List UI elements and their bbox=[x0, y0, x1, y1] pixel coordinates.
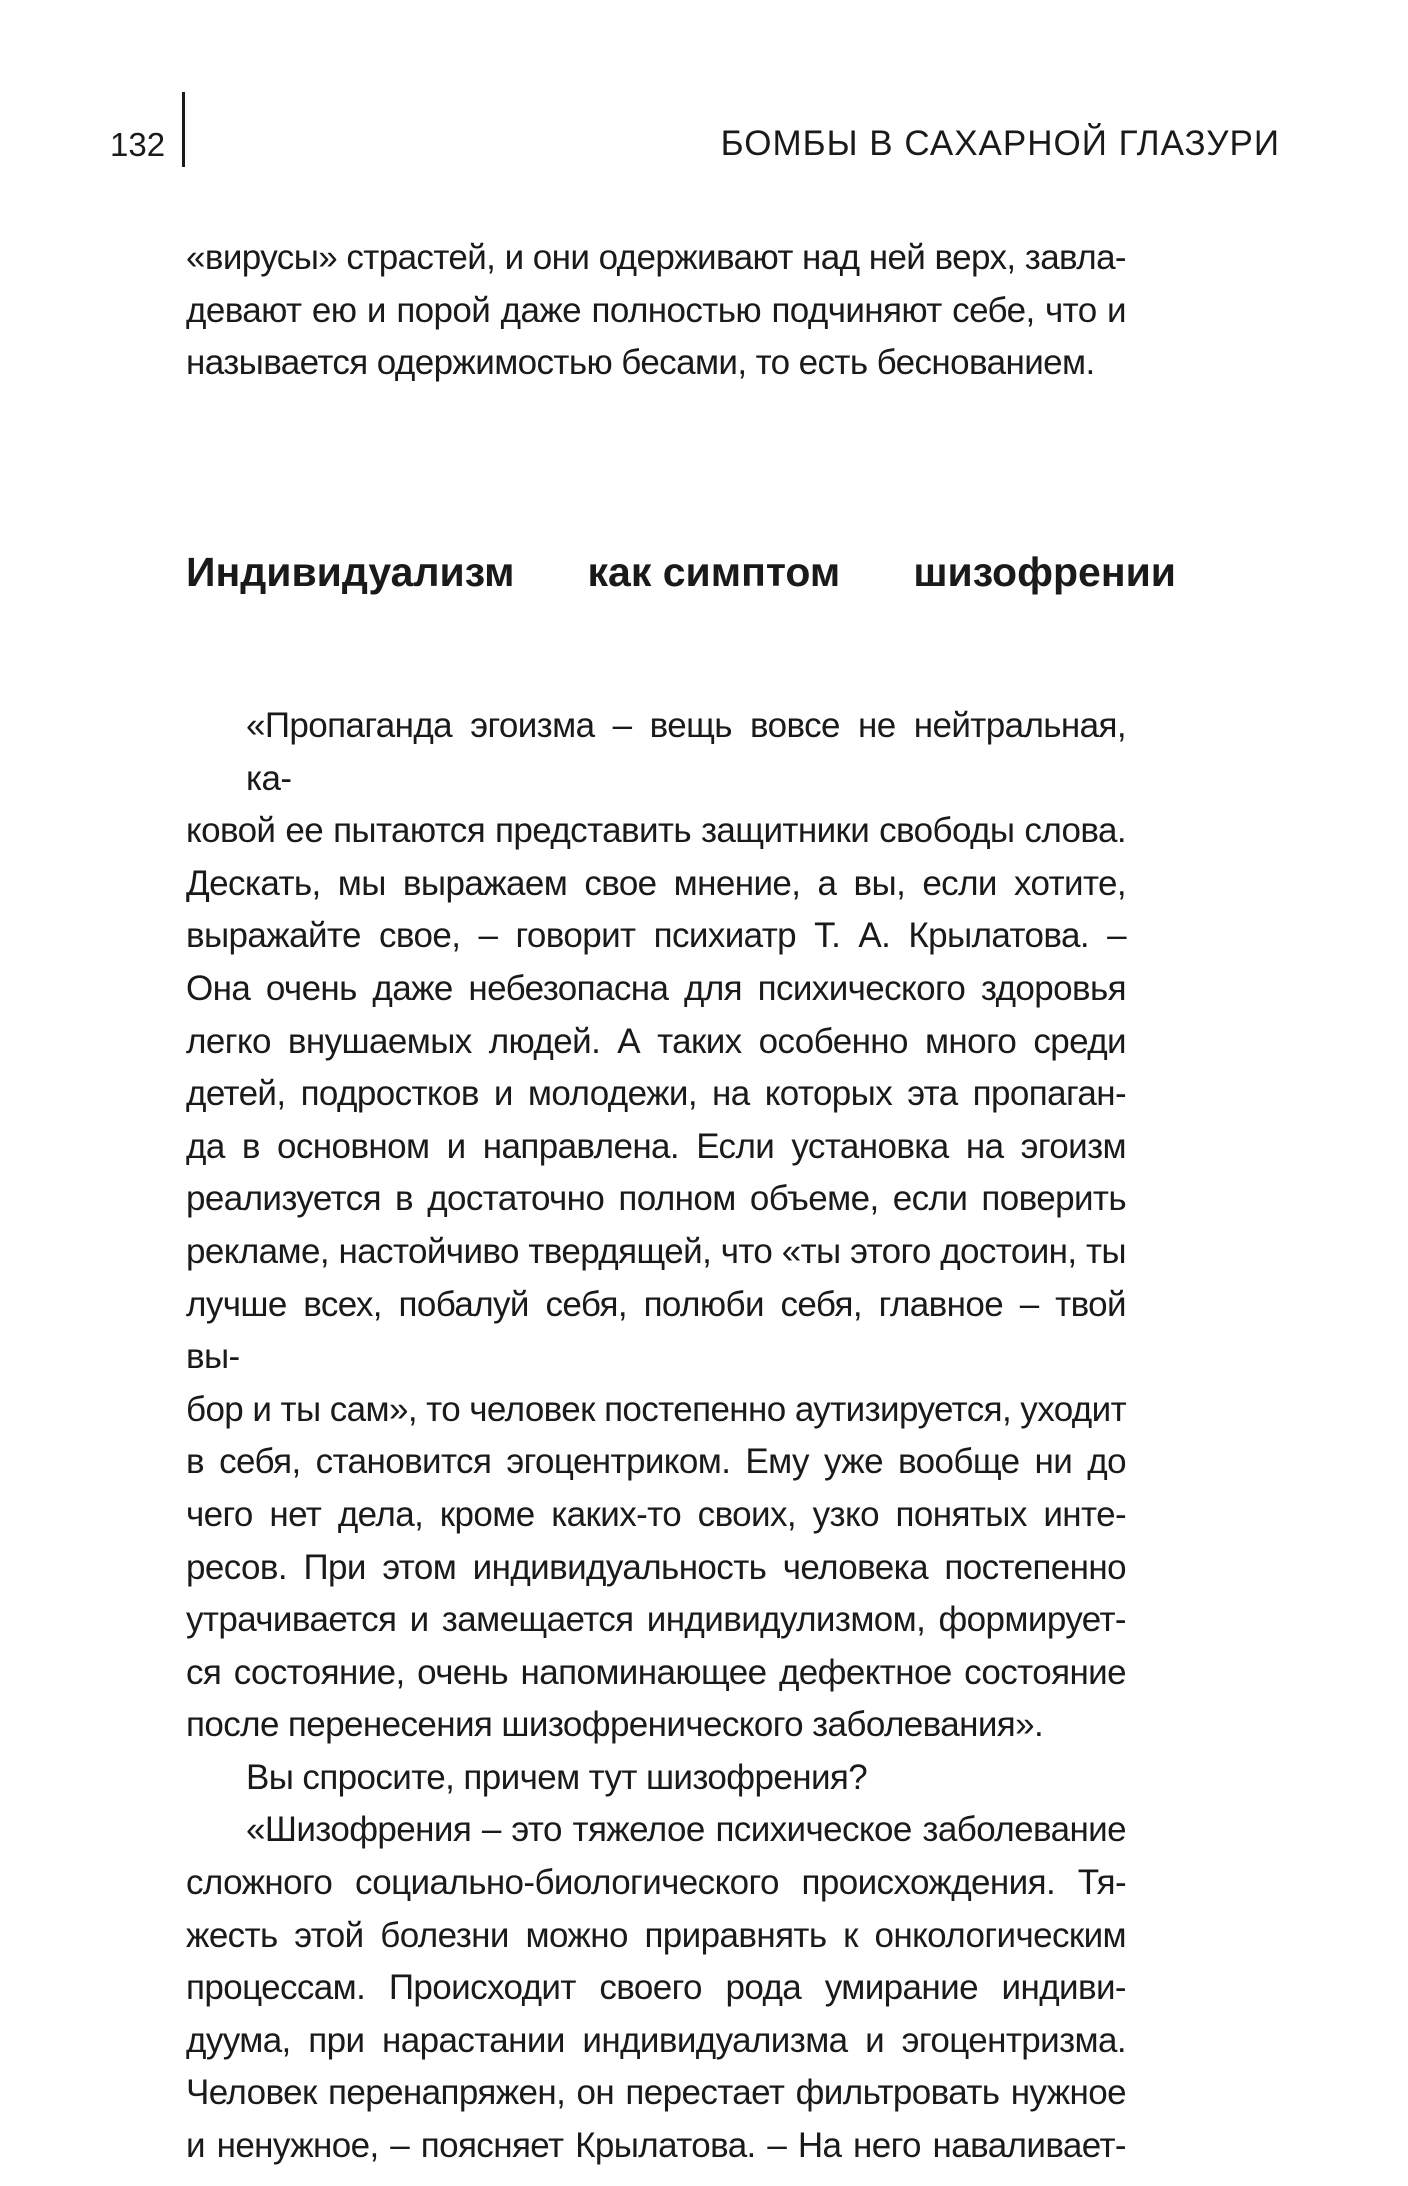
running-title: БОМБЫ В САХАРНОЙ ГЛАЗУРИ bbox=[720, 124, 1280, 163]
text-line: легко внушаемых людей. А таких особенно много среди bbox=[186, 1021, 1126, 1061]
heading-word: как симптом bbox=[587, 549, 841, 595]
text-line: лучше всех, побалуй себя, полюби себя, главное – твой вы- bbox=[186, 1284, 1126, 1377]
text-line: детей, подростков и молодежи, на которых эта пропаган- bbox=[186, 1074, 1126, 1114]
text-line: процессам. Происходит своего рода умирание индиви- bbox=[186, 1968, 1126, 2008]
text-line: и ненужное, – поясняет Крылатова. – На него наваливает- bbox=[186, 2126, 1126, 2166]
text-line: утрачивается и замещается индивидулизмом, формирует- bbox=[186, 1600, 1126, 1640]
text-line: Она очень даже небезопасна для психического здоровья bbox=[186, 968, 1126, 1008]
text-line: после перенесения шизофренического заболевания». bbox=[186, 1705, 1044, 1745]
text-line: ковой ее пытаются представить защитники свободы слова. bbox=[186, 811, 1126, 851]
text-line: в себя, становится эгоцентриком. Ему уже вообще ни до bbox=[186, 1442, 1126, 1482]
text-line: бор и ты сам», то человек постепенно аутизируется, уходит bbox=[186, 1389, 1126, 1429]
text-line: Вы спросите, причем тут шизофрения? bbox=[246, 1757, 868, 1797]
text-line: дуума, при нарастании индивидуализма и эгоцентризма. bbox=[186, 2020, 1126, 2060]
section-heading bbox=[186, 549, 1176, 596]
intro-paragraph bbox=[186, 232, 1126, 390]
text-line: жесть этой болезни можно приравнять к онкологическим bbox=[186, 1915, 1126, 1955]
header-divider bbox=[182, 92, 185, 167]
heading-word: Индивидуализм bbox=[186, 549, 515, 595]
text-line: чего нет дела, кроме каких-то своих, узко понятых инте- bbox=[186, 1494, 1126, 1534]
text-line: сложного социально-биологического происхождения. Тя- bbox=[186, 1863, 1126, 1903]
text-line: ся состояние, очень напоминающее дефектное состояние bbox=[186, 1652, 1126, 1692]
heading-word: шизофрении bbox=[913, 549, 1176, 595]
text-line: девают ею и порой даже полностью подчиняют себе, что и bbox=[186, 290, 1126, 330]
text-line: ресов. При этом индивидуальность человека постепенно bbox=[186, 1547, 1126, 1587]
text-line: «вирусы» страстей, и они одерживают над ней верх, завла- bbox=[186, 238, 1126, 277]
text-line: называется одержимостью бесами, то есть беснованием. bbox=[186, 343, 1095, 383]
page-number: 132 bbox=[110, 126, 166, 163]
text-line: выражайте свое, – говорит психиатр Т. А. Крылатова. – bbox=[186, 916, 1126, 956]
main-text bbox=[186, 700, 1126, 2173]
text-line: реализуется в достаточно полном объеме, если поверить bbox=[186, 1179, 1126, 1219]
text-line: рекламе, настойчиво твердящей, что «ты этого достоин, ты bbox=[186, 1231, 1126, 1271]
text-line: да в основном и направлена. Если установка на эгоизм bbox=[186, 1126, 1126, 1166]
text-line: «Пропаганда эгоизма – вещь вовсе не нейтральная, ка- bbox=[246, 706, 1126, 798]
text-line: Дескать, мы выражаем свое мнение, а вы, если хотите, bbox=[186, 863, 1126, 903]
text-line: Человек перенапряжен, он перестает фильтровать нужное bbox=[186, 2073, 1126, 2113]
text-line: «Шизофрения – это тяжелое психическое заболевание bbox=[246, 1810, 1126, 1850]
